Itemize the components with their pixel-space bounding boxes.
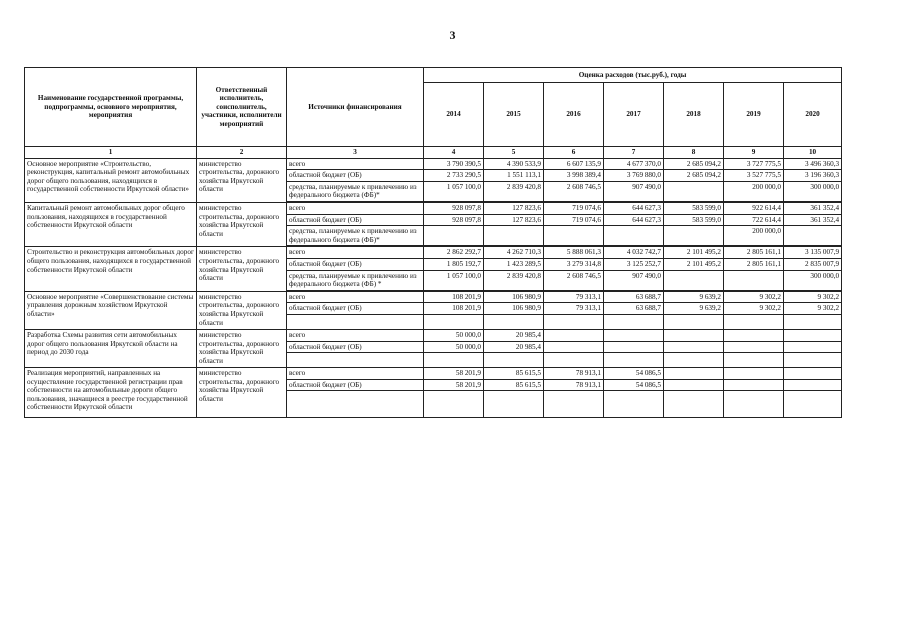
amount-cell: 907 490,0 [604,270,664,290]
program-name-cell: Разработка Схемы развития сети автомобильных дорог общего пользования Иркутской области на период до 2030 года [25,329,197,367]
amount-cell [604,341,664,353]
amount-cell [664,379,724,391]
executor-cell: министерство строительства, дорожного хозяйства Иркутской области [197,291,287,329]
amount-cell [724,270,784,290]
executor-cell: министерство строительства, дорожного хозяйства Иркутской области [197,329,287,367]
empty-cell [724,314,784,329]
table-row [25,329,842,341]
amount-cell: 361 352,4 [784,202,842,214]
amount-cell: 200 000,0 [724,226,784,246]
funding-source-cell: всего [287,291,424,303]
amount-cell [544,341,604,353]
amount-cell: 3 125 252,7 [604,258,664,270]
amount-cell: 108 201,9 [424,291,484,303]
column-index-7: 7 [604,147,664,159]
empty-cell [604,391,664,418]
amount-cell: 2 839 420,8 [484,181,544,201]
amount-cell [784,379,842,391]
column-index-5: 5 [484,147,544,159]
empty-cell [544,314,604,329]
empty-cell [424,391,484,418]
amount-cell: 583 599,0 [664,214,724,226]
funding-source-cell: областной бюджет (ОБ) [287,303,424,315]
funding-source-cell: всего [287,247,424,259]
amount-cell: 108 201,9 [424,303,484,315]
amount-cell: 54 086,5 [604,379,664,391]
amount-cell: 2 608 746,5 [544,181,604,201]
empty-cell [724,391,784,418]
amount-cell [664,181,724,201]
funding-source-cell: областной бюджет (ОБ) [287,258,424,270]
amount-cell: 2 835 007,9 [784,258,842,270]
amount-cell: 4 262 710,3 [484,247,544,259]
column-index-6: 6 [544,147,604,159]
amount-cell: 58 201,9 [424,379,484,391]
amount-cell: 928 097,8 [424,202,484,214]
funding-source-cell: всего [287,329,424,341]
header-year-2020: 2020 [784,83,842,147]
amount-cell: 3 727 775,5 [724,158,784,170]
amount-cell: 2 685 094,2 [664,158,724,170]
amount-cell: 4 677 370,0 [604,158,664,170]
amount-cell: 907 490,0 [604,181,664,201]
amount-cell: 1 551 113,1 [484,170,544,182]
funding-source-cell: средства, планируемые к привлечению из федерального бюджета (ФБ) * [287,270,424,290]
amount-cell [604,226,664,246]
funding-source-cell: всего [287,202,424,214]
amount-cell: 85 615,5 [484,379,544,391]
header-row [25,68,842,83]
column-index-10: 10 [784,147,842,159]
amount-cell [724,379,784,391]
amount-cell: 4 032 742,7 [604,247,664,259]
empty-cell [604,353,664,368]
amount-cell: 79 313,1 [544,303,604,315]
empty-cell [424,314,484,329]
amount-cell: 54 086,5 [604,368,664,380]
amount-cell: 3 135 007,9 [784,247,842,259]
amount-cell: 50 000,0 [424,329,484,341]
amount-cell: 106 980,9 [484,303,544,315]
executor-cell: министерство строительства, дорожного хозяйства Иркутской области [197,368,287,418]
amount-cell: 361 352,4 [784,214,842,226]
header-year-2019: 2019 [724,83,784,147]
amount-cell: 644 627,3 [604,214,664,226]
empty-cell [784,353,842,368]
amount-cell [784,226,842,246]
amount-cell: 2 101 495,2 [664,247,724,259]
amount-cell [664,341,724,353]
empty-cell [604,314,664,329]
header-year-2015: 2015 [484,83,544,147]
amount-cell [664,270,724,290]
amount-cell: 106 980,9 [484,291,544,303]
amount-cell: 2 685 094,2 [664,170,724,182]
funding-source-cell: областной бюджет (ОБ) [287,379,424,391]
amount-cell: 85 615,5 [484,368,544,380]
amount-cell: 3 496 360,3 [784,158,842,170]
amount-cell: 719 074,6 [544,202,604,214]
amount-cell: 9 302,2 [784,291,842,303]
empty-cell [784,391,842,418]
amount-cell: 3 527 775,5 [724,170,784,182]
amount-cell [724,341,784,353]
page-number: 3 [449,28,456,42]
amount-cell: 719 074,6 [544,214,604,226]
program-name-cell: Реализация мероприятий, направленных на осуществление государственной регистрации прав собственности на автомобильные дороги общего пользования, значащиеся в реестре государственной собственности Иркутской области [25,368,197,418]
empty-cell [287,391,424,418]
header-executor: Ответственный исполнитель, соисполнитель, участники, исполнители мероприятий [197,68,287,147]
amount-cell: 928 097,8 [424,214,484,226]
empty-cell [664,391,724,418]
funding-source-cell: средства, планируемые к привлечению из федерального бюджета (ФБ)* [287,226,424,246]
amount-cell: 3 769 880,0 [604,170,664,182]
amount-cell [664,368,724,380]
amount-cell: 9 639,2 [664,291,724,303]
table-row [25,202,842,214]
header-funding-source: Источники финансирования [287,68,424,147]
amount-cell: 722 614,4 [724,214,784,226]
amount-cell: 63 688,7 [604,303,664,315]
executor-cell: министерство строительства, дорожного хозяйства Иркутской области [197,158,287,202]
program-name-cell: Капитальный ремонт автомобильных дорог общего пользования, находящихся в государственной собственности Иркутской области [25,202,197,246]
column-index-1: 1 [25,147,197,159]
amount-cell: 1 805 192,7 [424,258,484,270]
empty-cell [484,353,544,368]
amount-cell [544,329,604,341]
empty-cell [424,353,484,368]
empty-cell [484,314,544,329]
amount-cell: 63 688,7 [604,291,664,303]
amount-cell [664,226,724,246]
amount-cell: 3 279 314,8 [544,258,604,270]
funding-source-cell: областной бюджет (ОБ) [287,341,424,353]
amount-cell: 9 302,2 [784,303,842,315]
amount-cell: 1 423 289,5 [484,258,544,270]
table-row [25,368,842,380]
amount-cell: 3 790 390,5 [424,158,484,170]
amount-cell [784,329,842,341]
funding-source-cell: областной бюджет (ОБ) [287,170,424,182]
amount-cell: 9 302,2 [724,291,784,303]
amount-cell: 1 057 100,0 [424,181,484,201]
amount-cell: 79 313,1 [544,291,604,303]
table-row [25,247,842,259]
amount-cell: 20 985,4 [484,341,544,353]
amount-cell: 78 913,1 [544,368,604,380]
column-index-4: 4 [424,147,484,159]
amount-cell [724,368,784,380]
amount-cell: 644 627,3 [604,202,664,214]
amount-cell: 3 998 389,4 [544,170,604,182]
amount-cell: 2 733 290,5 [424,170,484,182]
table-row [25,291,842,303]
empty-cell [287,353,424,368]
amount-cell: 5 888 061,3 [544,247,604,259]
amount-cell: 58 201,9 [424,368,484,380]
funding-source-cell: всего [287,158,424,170]
program-name-cell: Основное мероприятие «Совершенствование системы управления дорожным хозяйством Иркутской области» [25,291,197,329]
amount-cell [484,226,544,246]
header-estimate: Оценка расходов (тыс.руб.), годы [424,68,842,83]
empty-cell [724,353,784,368]
executor-cell: министерство строительства, дорожного хозяйства Иркутской области [197,202,287,246]
amount-cell [664,329,724,341]
executor-cell: министерство строительства, дорожного хозяйства Иркутской области [197,247,287,291]
header-program-name: Наименование государственной программы, подпрограммы, основного мероприятия, мероприятия [25,68,197,147]
amount-cell: 78 913,1 [544,379,604,391]
amount-cell: 50 000,0 [424,341,484,353]
header-year-2017: 2017 [604,83,664,147]
expenditure-table [24,67,842,418]
amount-cell: 127 823,6 [484,202,544,214]
amount-cell: 300 000,0 [784,181,842,201]
amount-cell [784,368,842,380]
amount-cell: 300 000,0 [784,270,842,290]
column-index-9: 9 [724,147,784,159]
header-year-2016: 2016 [544,83,604,147]
amount-cell: 9 639,2 [664,303,724,315]
empty-cell [287,314,424,329]
amount-cell [604,329,664,341]
header-index-row [25,147,842,159]
amount-cell: 127 823,6 [484,214,544,226]
amount-cell [784,341,842,353]
amount-cell: 4 390 533,9 [484,158,544,170]
amount-cell: 2 862 292,7 [424,247,484,259]
column-index-2: 2 [197,147,287,159]
empty-cell [664,314,724,329]
amount-cell: 922 614,4 [724,202,784,214]
amount-cell [544,226,604,246]
amount-cell: 2 839 420,8 [484,270,544,290]
amount-cell: 3 196 360,3 [784,170,842,182]
empty-cell [544,391,604,418]
funding-source-cell: средства, планируемые к привлечению из федерального бюджета (ФБ)* [287,181,424,201]
amount-cell: 9 302,2 [724,303,784,315]
amount-cell: 2 101 495,2 [664,258,724,270]
amount-cell: 20 985,4 [484,329,544,341]
column-index-8: 8 [664,147,724,159]
amount-cell: 2 805 161,1 [724,258,784,270]
empty-cell [664,353,724,368]
header-year-2018: 2018 [664,83,724,147]
amount-cell: 583 599,0 [664,202,724,214]
empty-cell [484,391,544,418]
amount-cell: 6 607 135,9 [544,158,604,170]
amount-cell: 1 057 100,0 [424,270,484,290]
empty-cell [784,314,842,329]
amount-cell [724,329,784,341]
amount-cell: 2 608 746,5 [544,270,604,290]
table-row [25,158,842,170]
amount-cell: 200 000,0 [724,181,784,201]
header-year-2014: 2014 [424,83,484,147]
amount-cell: 2 805 161,1 [724,247,784,259]
column-index-3: 3 [287,147,424,159]
program-name-cell: Строительство и реконструкция автомобильных дорог общего пользования, находящихся в государственной собственности Иркутской области [25,247,197,291]
funding-source-cell: всего [287,368,424,380]
amount-cell [424,226,484,246]
funding-source-cell: областной бюджет (ОБ) [287,214,424,226]
program-name-cell: Основное мероприятие «Строительство, реконструкция, капитальный ремонт автомобильных дорог общего пользования, находящихся в государственной собственности Иркутской области» [25,158,197,202]
empty-cell [544,353,604,368]
